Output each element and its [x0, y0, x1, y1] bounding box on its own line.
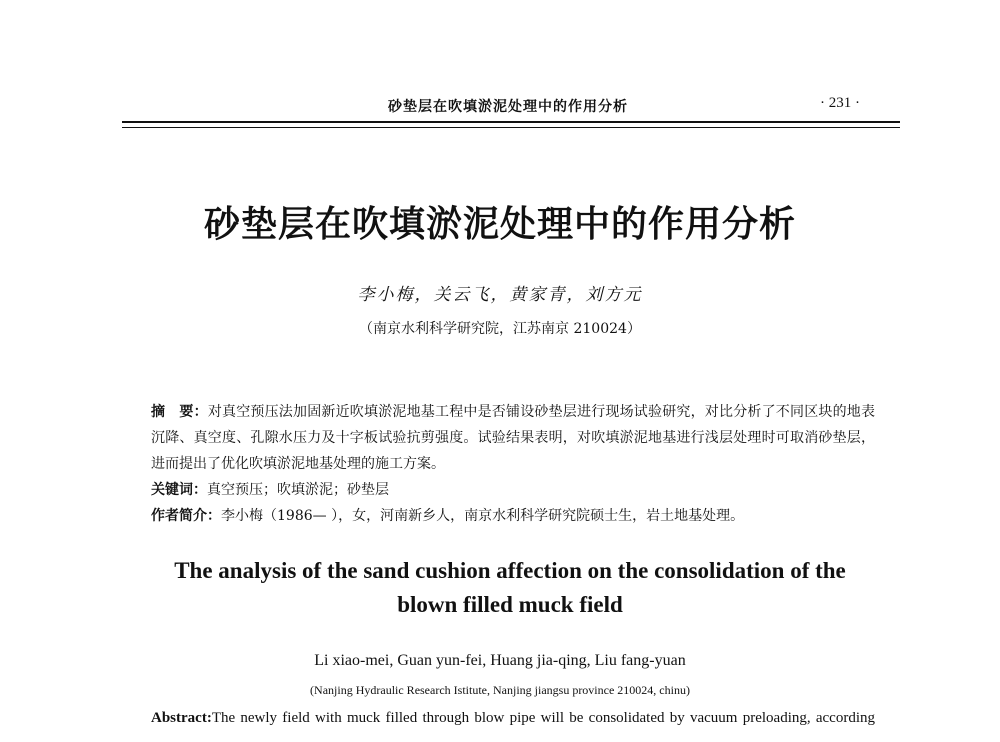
authors-en: Li xiao-mei, Guan yun-fei, Huang jia-qing, Liu fang-yuan — [314, 652, 686, 669]
abstract-text-zh: 对真空预压法加固新近吹填淤泥地基工程中是否铺设砂垫层进行现场试验研究，对比分析了不同区块的地表沉降、真空度、孔隙水压力及十字板试验抗剪强度。试验结果表明，对吹填淤泥地基进行浅层处理时可取消砂垫层，进而提出了优化吹填淤泥地基处理的施工方案。 — [151, 404, 876, 472]
abstract-section-en — [151, 705, 875, 731]
paper-title-en: The analysis of the sand cushion affection on the consolidation of the blown filled muck field — [174, 558, 846, 617]
keywords-label-zh: 关键词： — [151, 482, 207, 498]
author-bio-label-zh: 作者简介： — [151, 508, 221, 524]
page-number: · 231 · — [820, 95, 860, 111]
abstract-text-en: The newly field with muck filled through blow pipe will be consolidated by vacuum preloading, according — [211, 710, 875, 726]
affiliation-en: (Nanjing Hydraulic Research Istitute, Nanjing jiangsu province 210024, chinu) — [310, 683, 690, 697]
keywords-text-zh: 真空预压；吹填淤泥；砂垫层 — [207, 482, 389, 498]
abstract-label-en: Abstract: — [151, 710, 212, 726]
header-rule-thick — [122, 121, 900, 123]
keywords-zh — [151, 477, 875, 503]
abstract-section-zh — [151, 399, 875, 529]
author-bio-zh — [151, 503, 875, 529]
header-rule-thin — [122, 127, 900, 128]
paper-title-zh: 砂垫层在吹填淤泥处理中的作用分析 — [203, 203, 796, 245]
running-header-title: 砂垫层在吹填淤泥处理中的作用分析 — [388, 99, 628, 115]
affiliation-zh: （南京水利科学研究院，江苏南京 210024） — [359, 321, 641, 337]
abstract-label-zh: 摘 要： — [151, 404, 208, 420]
abstract-en — [151, 705, 875, 731]
author-bio-text-zh: 李小梅（1986— ），女，河南新乡人，南京水利科学研究院硕士生，岩土地基处理。 — [221, 508, 745, 524]
abstract-zh — [151, 399, 875, 477]
authors-zh: 李小梅，关云飞，黄家青，刘方元 — [357, 285, 643, 305]
